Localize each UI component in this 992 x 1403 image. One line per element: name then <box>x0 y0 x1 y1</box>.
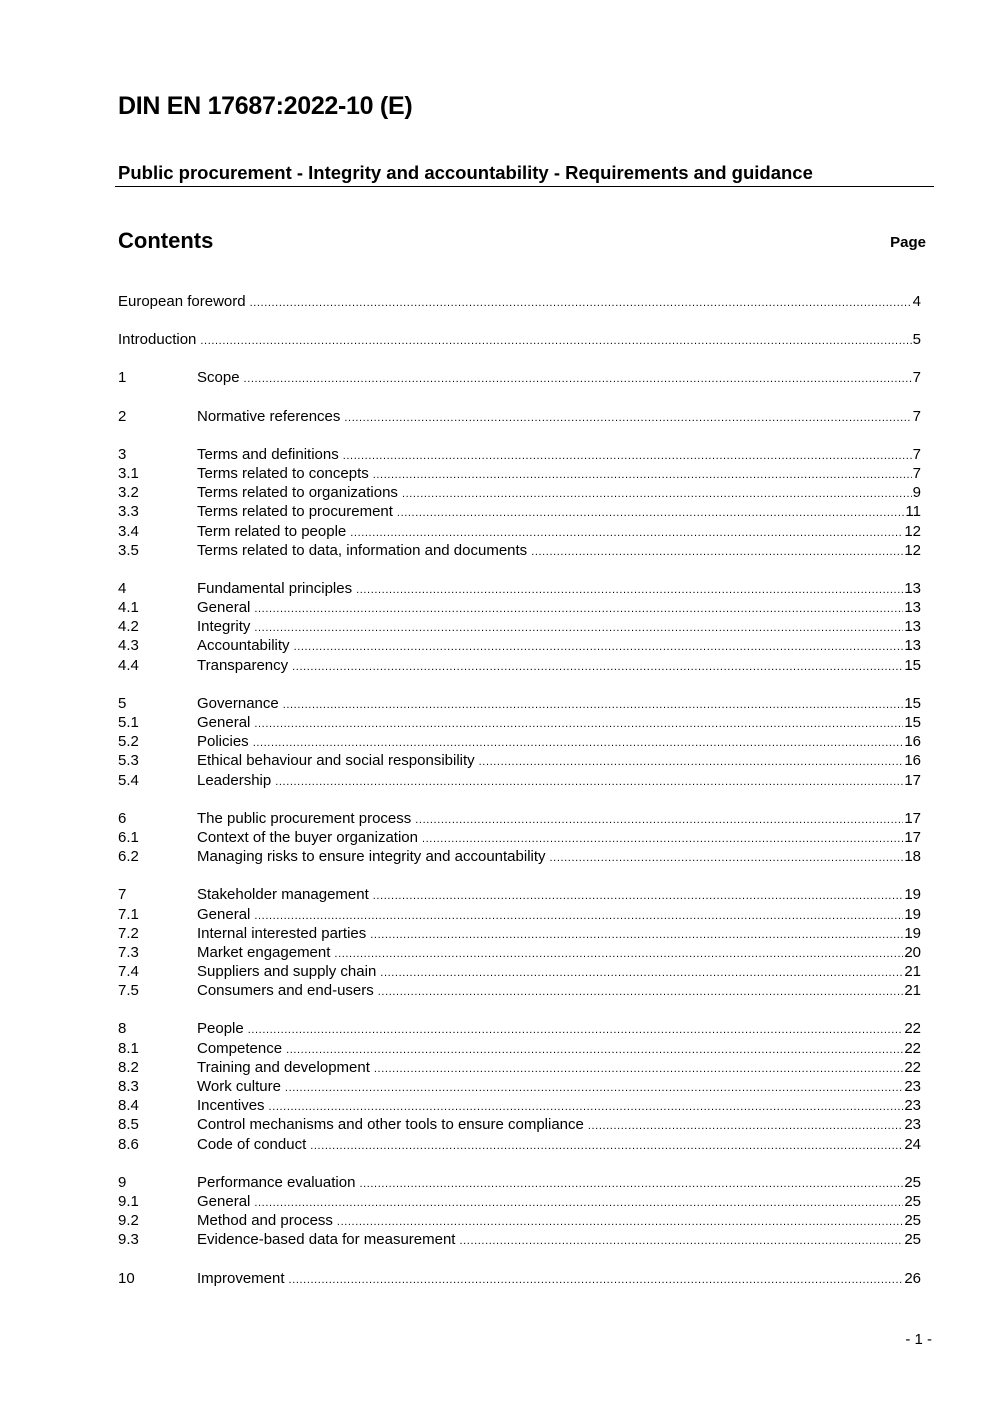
toc-page: 25 <box>904 1173 921 1191</box>
toc-page: 19 <box>904 905 921 923</box>
toc-entry[interactable] <box>118 598 921 617</box>
toc-page: 12 <box>904 541 921 559</box>
toc-number: 4.4 <box>118 656 139 674</box>
toc-entry[interactable] <box>118 1096 921 1115</box>
toc-page: 16 <box>904 733 921 751</box>
toc-entry[interactable] <box>118 1039 921 1058</box>
toc-page: 22 <box>904 1039 921 1057</box>
dot-leader <box>244 370 912 389</box>
toc-entry[interactable] <box>118 809 921 828</box>
toc-entry[interactable] <box>118 828 921 847</box>
toc-entry[interactable] <box>118 924 921 943</box>
toc-title: People <box>197 1020 244 1038</box>
toc-number: 3.5 <box>118 541 139 559</box>
dot-leader <box>370 926 903 945</box>
toc-title: Performance evaluation <box>197 1173 356 1191</box>
dot-leader <box>459 1232 903 1251</box>
toc-number: 8.2 <box>118 1058 139 1076</box>
toc-number: 9.2 <box>118 1212 139 1230</box>
dot-leader <box>374 1060 903 1079</box>
toc-entry[interactable] <box>118 579 921 598</box>
document-id: DIN EN 17687:2022-10 (E) <box>118 92 413 120</box>
toc-number: 10 <box>118 1269 135 1287</box>
toc-page: 15 <box>904 656 921 674</box>
toc-entry[interactable] <box>118 1173 921 1192</box>
dot-leader <box>294 638 904 657</box>
toc-title: Governance <box>197 694 279 712</box>
toc-number: 5.3 <box>118 752 139 770</box>
dot-leader <box>334 945 903 964</box>
toc-number: 3.2 <box>118 484 139 502</box>
toc-number: 5.1 <box>118 714 139 731</box>
toc-title: Suppliers and supply chain <box>197 963 377 981</box>
dot-leader <box>286 1041 903 1060</box>
dot-leader <box>531 543 903 562</box>
toc-number: 8.3 <box>118 1078 139 1095</box>
toc-page: 22 <box>904 1058 921 1076</box>
toc-entry[interactable] <box>118 751 921 770</box>
toc-title: Context of the buyer organization <box>197 828 418 846</box>
toc-entry[interactable] <box>118 1019 921 1038</box>
toc-number: 5.2 <box>118 733 139 751</box>
toc-title: European foreword <box>118 293 246 310</box>
toc-page: 13 <box>904 579 921 597</box>
toc-title: Fundamental principles <box>197 579 353 597</box>
toc-title: Terms and definitions <box>197 445 339 463</box>
toc-entry[interactable] <box>118 1269 921 1288</box>
dot-leader <box>292 658 903 677</box>
toc-title: Consumers and end-users <box>197 982 374 1000</box>
table-of-contents <box>118 292 921 1288</box>
toc-entry[interactable] <box>118 330 921 349</box>
toc-number: 7.5 <box>118 982 139 1000</box>
toc-page: 7 <box>912 464 921 482</box>
dot-leader <box>378 983 904 1002</box>
toc-page: 17 <box>904 809 921 827</box>
toc-page: 18 <box>904 848 921 866</box>
toc-page: 13 <box>904 637 921 655</box>
toc-number: 6.1 <box>118 828 139 846</box>
toc-number: 3.1 <box>118 464 139 482</box>
toc-title: Market engagement <box>197 943 331 961</box>
toc-number: 6 <box>118 809 127 827</box>
toc-number: 9.3 <box>118 1231 139 1249</box>
toc-page: 23 <box>904 1097 921 1115</box>
toc-number: 7.2 <box>118 924 139 942</box>
toc-title: Stakeholder management <box>197 886 369 904</box>
dot-leader <box>359 1175 903 1194</box>
toc-number: 4 <box>118 579 127 597</box>
toc-title: General <box>197 905 251 923</box>
toc-entry[interactable] <box>118 694 921 713</box>
dot-leader <box>250 294 912 313</box>
toc-number: 5 <box>118 694 127 712</box>
toc-page: 4 <box>912 293 921 310</box>
toc-entry[interactable] <box>118 847 921 866</box>
dot-leader <box>550 849 904 868</box>
toc-title: Transparency <box>197 656 289 674</box>
toc-title: Terms related to concepts <box>197 464 369 482</box>
toc-page: 23 <box>904 1078 921 1095</box>
toc-entry[interactable] <box>118 962 921 981</box>
toc-number: 2 <box>118 407 127 425</box>
dot-leader <box>283 696 904 715</box>
toc-entry[interactable] <box>118 464 921 483</box>
dot-leader <box>285 1079 903 1098</box>
toc-title: Training and development <box>197 1058 370 1076</box>
toc-entry[interactable] <box>118 1230 921 1249</box>
toc-entry[interactable] <box>118 1115 921 1134</box>
toc-title: Terms related to procurement <box>197 503 393 521</box>
dot-leader <box>200 332 911 351</box>
contents-heading: Contents <box>118 228 214 253</box>
toc-title: Ethical behaviour and social responsibility <box>197 752 475 770</box>
toc-page: 17 <box>904 828 921 846</box>
toc-title: Improvement <box>197 1269 285 1287</box>
toc-page: 21 <box>904 963 921 981</box>
toc-page: 9 <box>912 484 921 502</box>
toc-page: 17 <box>904 771 921 789</box>
toc-entry[interactable] <box>118 407 921 426</box>
toc-entry[interactable] <box>118 1211 921 1230</box>
toc-number: 3 <box>118 445 127 463</box>
toc-page: 19 <box>904 924 921 942</box>
toc-title: Managing risks to ensure integrity and accountability <box>197 848 546 866</box>
toc-entry[interactable] <box>118 445 921 464</box>
toc-number: 9.1 <box>118 1192 139 1210</box>
toc-entry[interactable] <box>118 1192 921 1211</box>
toc-entry[interactable] <box>118 483 921 502</box>
toc-page: 15 <box>904 694 921 712</box>
toc-entry[interactable] <box>118 292 921 311</box>
toc-title: Internal interested parties <box>197 924 367 942</box>
toc-page: 12 <box>904 522 921 540</box>
toc-page: 7 <box>912 407 921 425</box>
toc-page: 25 <box>904 1212 921 1230</box>
toc-entry[interactable] <box>118 713 921 732</box>
dot-leader <box>248 1021 904 1040</box>
toc-number: 6.2 <box>118 848 139 866</box>
toc-number: 4.2 <box>118 618 139 636</box>
toc-number: 8 <box>118 1020 127 1038</box>
toc-title: Introduction <box>118 331 197 349</box>
toc-title: Term related to people <box>197 522 347 540</box>
toc-page: 25 <box>904 1231 921 1249</box>
dot-leader <box>289 1271 904 1290</box>
toc-number: 7.4 <box>118 963 139 981</box>
toc-number: 7.3 <box>118 943 139 961</box>
toc-entry[interactable] <box>118 771 921 790</box>
toc-page: 16 <box>904 752 921 770</box>
toc-title: The public procurement process <box>197 809 412 827</box>
toc-page: 26 <box>904 1269 921 1287</box>
toc-page: 13 <box>904 599 921 617</box>
dot-leader <box>344 409 911 428</box>
document-title: Public procurement - Integrity and accountability - Requirements and guidance <box>118 162 813 183</box>
toc-title: Competence <box>197 1039 283 1057</box>
dot-leader <box>356 581 903 600</box>
toc-entry[interactable] <box>118 502 921 521</box>
toc-title: Integrity <box>197 618 251 636</box>
toc-entry[interactable] <box>118 1135 921 1154</box>
toc-entry[interactable] <box>118 636 921 655</box>
toc-title: General <box>197 1192 251 1210</box>
toc-entry[interactable] <box>118 732 921 751</box>
page-number: - 1 - <box>905 1331 932 1348</box>
dot-leader <box>275 773 903 792</box>
toc-page: 23 <box>904 1116 921 1134</box>
toc-page: 22 <box>904 1020 921 1038</box>
toc-entry[interactable] <box>118 522 921 541</box>
dot-leader <box>373 466 912 485</box>
toc-page: 15 <box>904 714 921 731</box>
dot-leader <box>373 887 904 906</box>
toc-title: Control mechanisms and other tools to ensure compliance <box>197 1116 584 1134</box>
toc-entry[interactable] <box>118 368 921 387</box>
title-divider <box>115 186 934 187</box>
toc-entry[interactable] <box>118 885 921 904</box>
toc-number: 8.5 <box>118 1116 139 1134</box>
dot-leader <box>310 1137 903 1156</box>
page-column-heading: Page <box>890 234 926 251</box>
dot-leader <box>588 1117 903 1136</box>
toc-entry[interactable] <box>118 1077 921 1096</box>
toc-number: 9 <box>118 1173 127 1191</box>
toc-title: Incentives <box>197 1097 265 1115</box>
toc-title: Policies <box>197 733 249 751</box>
toc-number: 7.1 <box>118 905 139 923</box>
dot-leader <box>397 504 905 523</box>
toc-page: 20 <box>904 943 921 961</box>
dot-leader <box>254 600 903 619</box>
toc-page: 24 <box>904 1135 921 1153</box>
toc-entry[interactable] <box>118 943 921 962</box>
toc-page: 19 <box>904 886 921 904</box>
toc-entry[interactable] <box>118 541 921 560</box>
toc-number: 4.3 <box>118 637 139 655</box>
toc-title: Terms related to data, information and documents <box>197 541 528 559</box>
toc-page: 7 <box>912 445 921 463</box>
toc-entry[interactable] <box>118 617 921 636</box>
toc-number: 3.3 <box>118 503 139 521</box>
toc-number: 5.4 <box>118 771 139 789</box>
toc-page: 21 <box>904 982 921 1000</box>
toc-number: 8.6 <box>118 1135 139 1153</box>
toc-title: General <box>197 714 251 731</box>
toc-page: 5 <box>912 331 921 349</box>
toc-number: 4.1 <box>118 599 139 617</box>
toc-number: 8.4 <box>118 1097 139 1115</box>
toc-number: 7 <box>118 886 127 904</box>
toc-entry[interactable] <box>118 656 921 675</box>
toc-number: 3.4 <box>118 522 139 540</box>
toc-title: Accountability <box>197 637 290 655</box>
dot-leader <box>380 964 903 983</box>
toc-entry[interactable] <box>118 1058 921 1077</box>
toc-page: 7 <box>912 369 921 387</box>
dot-leader <box>343 447 912 466</box>
toc-title: Terms related to organizations <box>197 484 398 502</box>
toc-title: Work culture <box>197 1078 281 1095</box>
toc-title: Scope <box>197 369 240 387</box>
dot-leader <box>254 715 903 734</box>
toc-title: Leadership <box>197 771 272 789</box>
toc-title: Code of conduct <box>197 1135 307 1153</box>
toc-title: Normative references <box>197 407 341 425</box>
dot-leader <box>254 619 903 638</box>
toc-title: Method and process <box>197 1212 333 1230</box>
toc-title: Evidence-based data for measurement <box>197 1231 456 1249</box>
toc-number: 1 <box>118 369 127 387</box>
dot-leader <box>254 1194 903 1213</box>
dot-leader <box>402 485 912 504</box>
toc-entry[interactable] <box>118 981 921 1000</box>
dot-leader <box>479 753 904 772</box>
dot-leader <box>415 811 903 830</box>
toc-page: 11 <box>905 503 921 521</box>
toc-entry[interactable] <box>118 905 921 924</box>
toc-page: 13 <box>904 618 921 636</box>
toc-title: General <box>197 599 251 617</box>
toc-page: 25 <box>904 1192 921 1210</box>
toc-number: 8.1 <box>118 1039 139 1057</box>
